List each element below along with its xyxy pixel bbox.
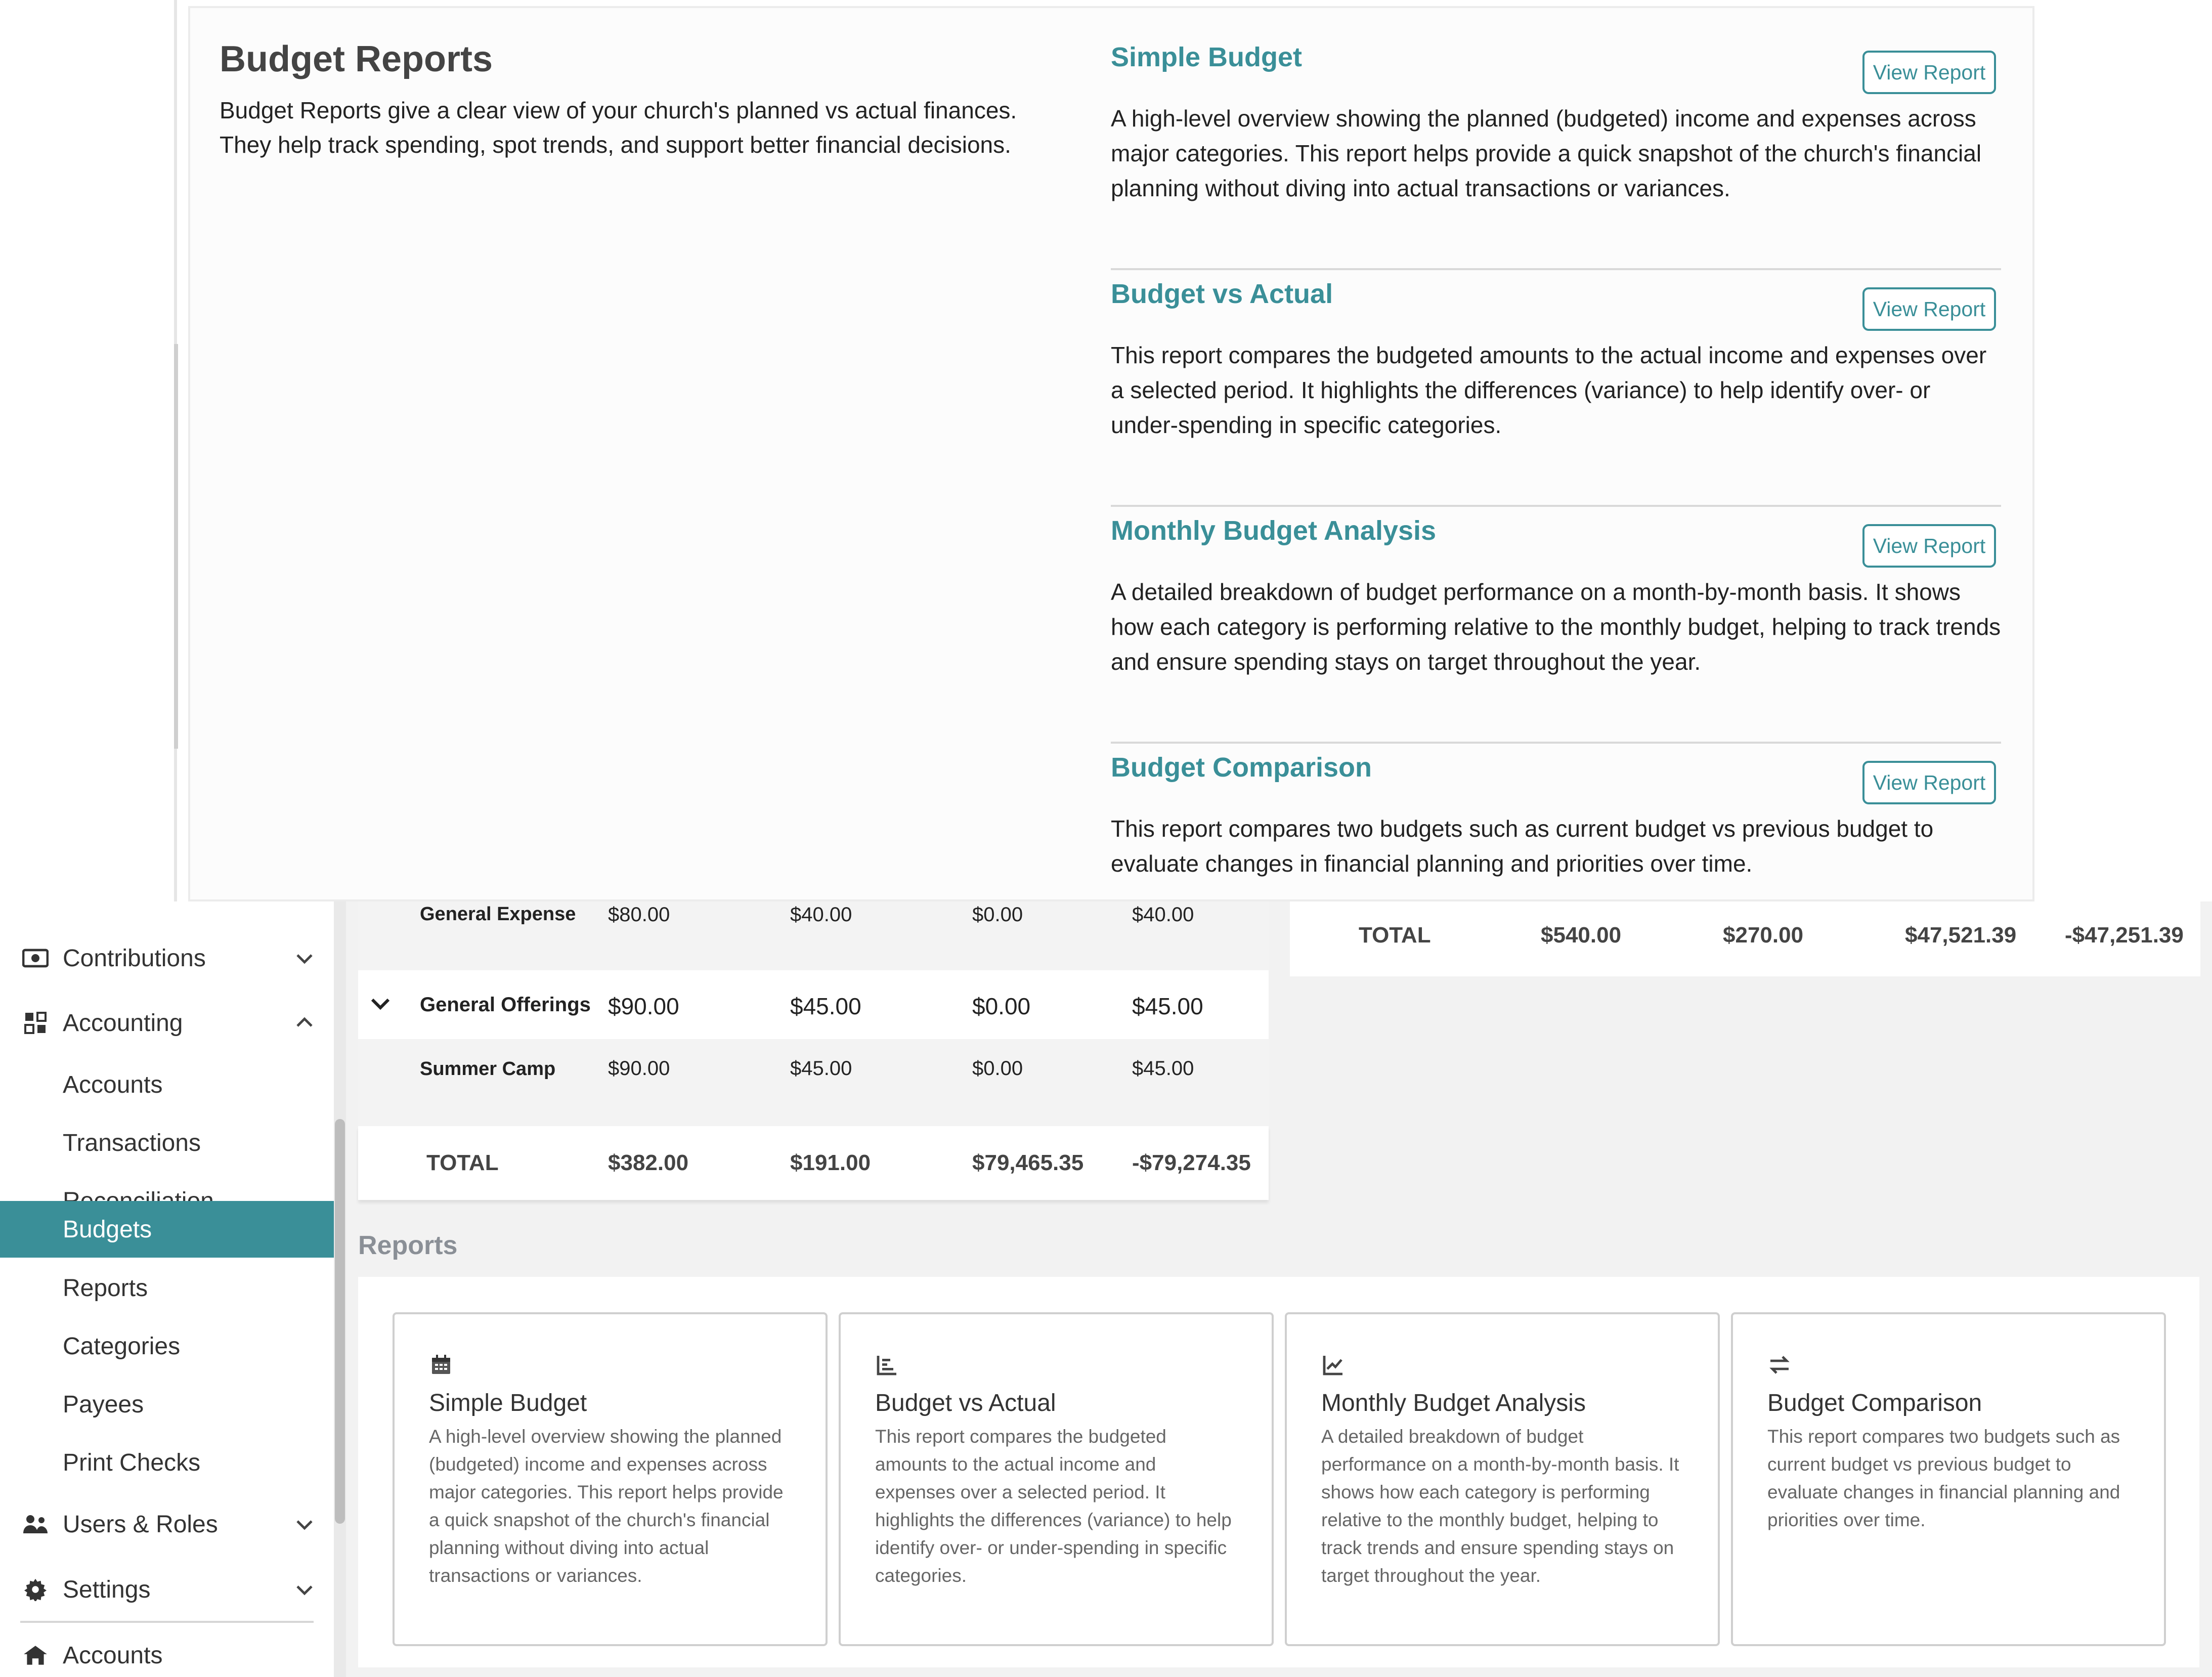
info-intro-text: Budget Reports give a clear view of your church's planned vs actual finances. They help track spending, spot trends, and support better financial decisions. bbox=[220, 97, 1017, 158]
cell-period: $191.00 bbox=[790, 1150, 871, 1175]
info-report-monthly-analysis bbox=[1111, 507, 2001, 744]
card-title: Budget Comparison bbox=[1767, 1390, 1982, 1416]
sidebar-item-label: Payees bbox=[63, 1391, 144, 1418]
sidebar-item-label: Categories bbox=[63, 1332, 181, 1360]
cell-actual: $0.00 bbox=[972, 993, 1031, 1019]
cell-budgeted: $540.00 bbox=[1541, 923, 1622, 948]
cell-actual: $0.00 bbox=[972, 904, 1023, 926]
sidebar-item-label: Accounting bbox=[63, 1009, 183, 1037]
chevron-down-icon[interactable] bbox=[368, 992, 393, 1021]
row-name: TOTAL bbox=[1359, 923, 1431, 948]
sidebar-item-label: Print Checks bbox=[63, 1449, 201, 1476]
sidebar-item-users-roles[interactable] bbox=[0, 1495, 334, 1553]
table-row bbox=[358, 1039, 1269, 1126]
chevron-up-icon bbox=[292, 1011, 317, 1035]
cell-actual: $0.00 bbox=[972, 1057, 1023, 1080]
reports-heading: Reports bbox=[358, 1231, 458, 1260]
overlay-scroll-indicator bbox=[174, 344, 178, 749]
line-chart-icon bbox=[1321, 1353, 1348, 1379]
budget-table bbox=[358, 901, 1269, 1200]
sidebar-item-payees[interactable] bbox=[0, 1375, 334, 1433]
report-description: This report compares the budgeted amounts to the actual income and expenses over a selected period. It highlights the differences (variance) to help identify over- or under-spending in specific categories. bbox=[1111, 342, 1987, 438]
report-title: Budget vs Actual bbox=[1111, 279, 1333, 309]
cell-budgeted: $90.00 bbox=[608, 993, 679, 1019]
cell-period: $40.00 bbox=[790, 904, 852, 926]
info-report-list bbox=[1111, 33, 2001, 980]
card-title: Simple Budget bbox=[429, 1390, 587, 1416]
budget-reports-info-card bbox=[188, 6, 2034, 901]
budget-table-2-total-row bbox=[1290, 901, 2200, 976]
cell-period: $45.00 bbox=[790, 1057, 852, 1080]
report-description: A detailed breakdown of budget performance on a month-by-month basis. It shows how each category is performing relative to the monthly budget, helping to track trends and ensure spending stays on target throughout the year. bbox=[1111, 579, 2001, 675]
table-total-row bbox=[358, 1126, 1269, 1200]
info-report-budget-vs-actual bbox=[1111, 270, 2001, 507]
view-report-button[interactable]: View Report bbox=[1862, 524, 1996, 568]
app-main bbox=[0, 901, 2212, 1677]
grid-icon bbox=[21, 1009, 50, 1037]
row-name: General Offerings bbox=[420, 994, 591, 1016]
view-report-button[interactable]: View Report bbox=[1862, 287, 1996, 331]
sidebar-item-reports[interactable] bbox=[0, 1259, 334, 1317]
row-name: General Expense bbox=[420, 904, 576, 925]
report-card-simple-budget[interactable] bbox=[393, 1312, 828, 1646]
sidebar-item-label: Budgets bbox=[63, 1216, 152, 1243]
sidebar-item-label: Contributions bbox=[63, 944, 206, 972]
row-name: Summer Camp bbox=[420, 1058, 556, 1080]
report-title: Simple Budget bbox=[1111, 42, 1303, 72]
report-description: A high-level overview showing the planned (budgeted) income and expenses across major categories. This report helps provide a quick snapshot of the church's financial planning without diving into actual transactions or variances. bbox=[1111, 105, 1982, 201]
reports-card-container bbox=[358, 1277, 2199, 1667]
sidebar-scrollbar-thumb[interactable] bbox=[335, 1119, 345, 1524]
calendar-icon bbox=[429, 1353, 455, 1379]
cell-variance: $45.00 bbox=[1132, 993, 1203, 1019]
cell-period: $270.00 bbox=[1723, 923, 1804, 948]
sidebar-item-accounting[interactable] bbox=[0, 994, 334, 1052]
card-description: This report compares the budgeted amounts to the actual income and expenses over a selected period. It highlights the differences (variance) to help identify over- or under-spending in specific categories. bbox=[875, 1426, 1232, 1586]
gear-icon bbox=[21, 1575, 50, 1604]
sidebar-item-categories[interactable] bbox=[0, 1317, 334, 1375]
sidebar-item-label: Accounts bbox=[63, 1071, 163, 1098]
cell-variance: $40.00 bbox=[1132, 904, 1194, 926]
bar-chart-icon bbox=[875, 1353, 901, 1379]
sidebar-item-label: Users & Roles bbox=[63, 1511, 218, 1538]
sidebar-item-accounts-org[interactable] bbox=[0, 1626, 334, 1677]
info-title: Budget Reports bbox=[220, 39, 493, 79]
card-title: Monthly Budget Analysis bbox=[1321, 1390, 1586, 1416]
sidebar-item-settings[interactable] bbox=[0, 1561, 334, 1618]
table-row[interactable] bbox=[358, 970, 1269, 1039]
sidebar-item-label: Accounts bbox=[63, 1642, 163, 1669]
sidebar-item-label: Settings bbox=[63, 1576, 151, 1603]
report-card-monthly-analysis[interactable] bbox=[1285, 1312, 1720, 1646]
report-title: Budget Comparison bbox=[1111, 752, 1372, 783]
sidebar-divider bbox=[20, 1621, 314, 1623]
sidebar-item-label: Reports bbox=[63, 1274, 148, 1302]
sidebar bbox=[0, 901, 344, 1677]
card-description: A high-level overview showing the planned (budgeted) income and expenses across major categories. This report helps provide a quick snapshot of the church's financial planning without diving into actual transactions or variances. bbox=[429, 1426, 784, 1586]
sidebar-item-accounts[interactable] bbox=[0, 1056, 334, 1113]
cell-actual: $79,465.35 bbox=[972, 1150, 1084, 1175]
cell-variance: -$47,251.39 bbox=[2065, 923, 2184, 948]
users-icon bbox=[21, 1510, 50, 1538]
view-report-button[interactable]: View Report bbox=[1862, 761, 1996, 804]
info-intro bbox=[220, 38, 1049, 162]
cell-variance: $45.00 bbox=[1132, 1057, 1194, 1080]
sidebar-item-transactions[interactable] bbox=[0, 1114, 334, 1172]
report-card-budget-comparison[interactable] bbox=[1731, 1312, 2166, 1646]
report-card-budget-vs-actual[interactable] bbox=[839, 1312, 1274, 1646]
sitemap-icon bbox=[21, 1641, 50, 1669]
chevron-down-icon bbox=[292, 1512, 317, 1536]
card-description: A detailed breakdown of budget performance on a month-by-month basis. It shows how each category is performing relative to the monthly budget, helping to track trends and ensure spending stays on target throughout the year. bbox=[1321, 1426, 1679, 1586]
chevron-down-icon bbox=[292, 1577, 317, 1602]
cell-actual: $47,521.39 bbox=[1905, 923, 2017, 948]
sidebar-item-budgets[interactable] bbox=[0, 1201, 334, 1258]
sidebar-item-print-checks[interactable] bbox=[0, 1434, 334, 1491]
cell-budgeted: $90.00 bbox=[608, 1057, 670, 1080]
cell-budgeted: $382.00 bbox=[608, 1150, 689, 1175]
card-title: Budget vs Actual bbox=[875, 1390, 1056, 1416]
sidebar-item-label: Transactions bbox=[63, 1129, 201, 1156]
row-name: TOTAL bbox=[426, 1150, 499, 1175]
sidebar-item-contributions[interactable] bbox=[0, 929, 334, 987]
chevron-down-icon bbox=[292, 946, 317, 970]
cash-icon bbox=[21, 944, 50, 972]
table-row bbox=[358, 901, 1269, 970]
view-report-button[interactable]: View Report bbox=[1862, 51, 1996, 94]
arrows-exchange-icon bbox=[1767, 1353, 1794, 1379]
cell-variance: -$79,274.35 bbox=[1132, 1150, 1251, 1175]
info-report-simple-budget bbox=[1111, 33, 2001, 270]
cell-budgeted: $80.00 bbox=[608, 904, 670, 926]
report-description: This report compares two budgets such as current budget vs previous budget to evaluate changes in financial planning and priorities over time. bbox=[1111, 815, 1934, 877]
card-description: This report compares two budgets such as current budget vs previous budget to evaluate changes in financial planning and priorities over time. bbox=[1767, 1426, 2120, 1530]
report-title: Monthly Budget Analysis bbox=[1111, 515, 1437, 546]
cell-period: $45.00 bbox=[790, 993, 861, 1019]
